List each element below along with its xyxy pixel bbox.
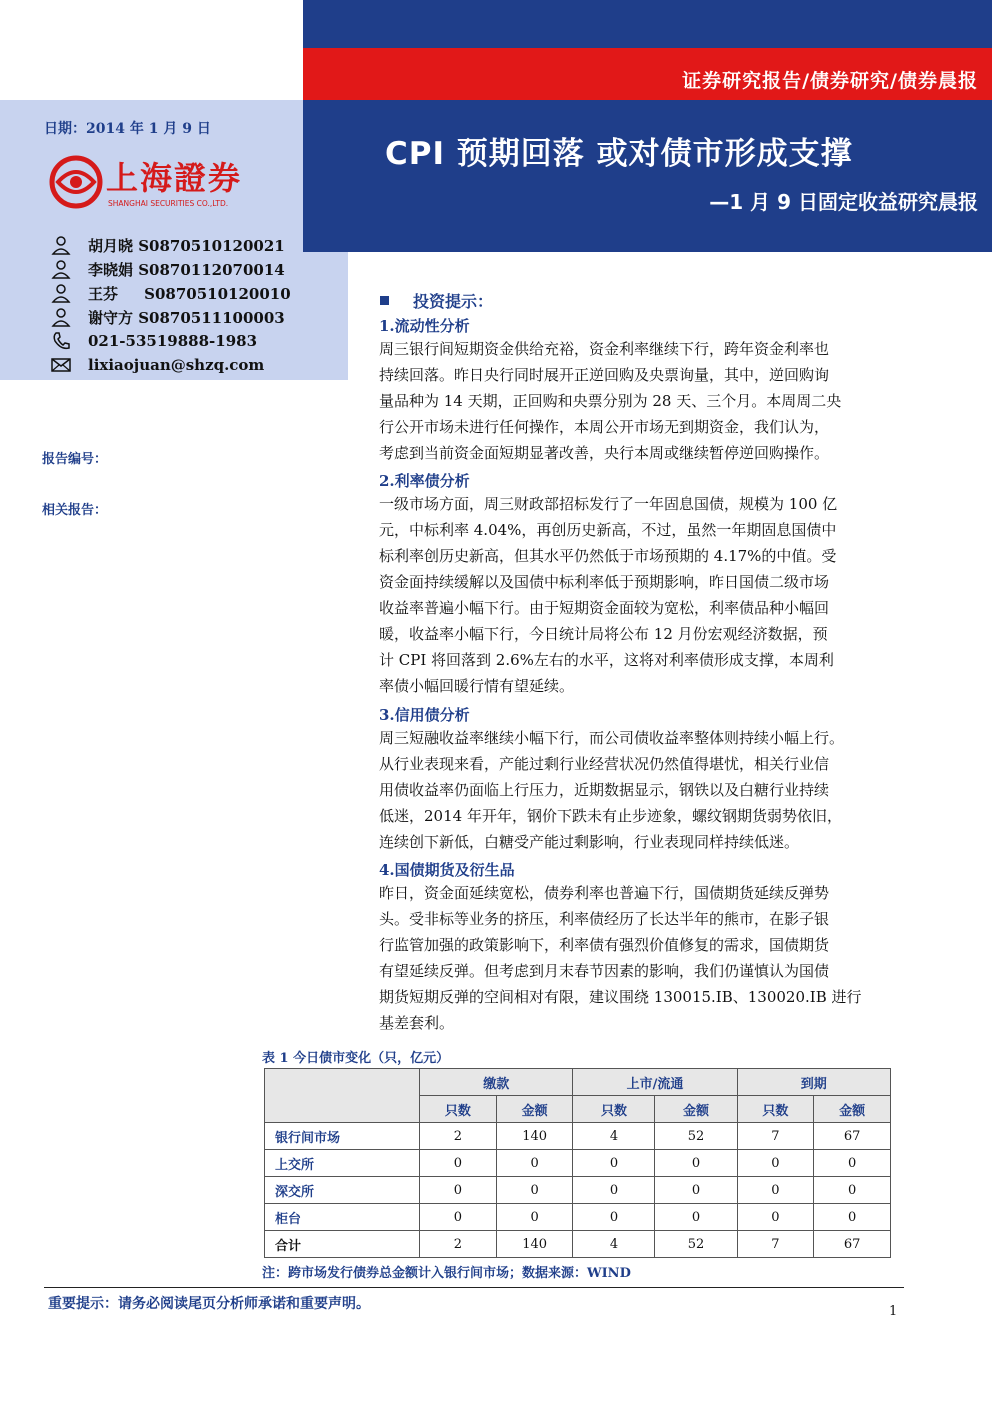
table-row-label: 深交所: [265, 1177, 420, 1204]
table-group-header-row: [265, 1069, 891, 1096]
text-line: 标利率创历史新高，但其水平仍然低于市场预期的 4.17%的中值。受: [379, 547, 837, 565]
text-line: 考虑到当前资金面短期显著改善，央行本周或继续暂停逆回购操作。: [379, 444, 830, 462]
page-number: 1: [889, 1304, 898, 1319]
table-cell: 140: [496, 1123, 573, 1150]
text-line: 低迷，2014 年开年，钢价下跌未有止步迹象，螺纹钢期货弱势依旧，: [379, 807, 842, 825]
table-total-row: [265, 1231, 891, 1258]
section-paragraph: [379, 491, 909, 699]
text-line: 基差套利。: [379, 1014, 455, 1032]
table-cell: 0: [573, 1204, 655, 1231]
table-cell: 0: [573, 1177, 655, 1204]
analyst-row: [50, 258, 285, 280]
related-reports-label: 相关报告：: [42, 503, 108, 518]
header-top-band: [303, 0, 992, 48]
text-line: 量品种为 14 天期，正回购和央票分别为 28 天、三个月。本周周二央: [379, 392, 842, 410]
table-row-label: 柜台: [265, 1204, 420, 1231]
text-line: 昨日，资金面延续宽松，债券利率也普遍下行，国债期货延续反弹势: [379, 884, 830, 902]
title-band: [303, 100, 992, 252]
tips-heading: [380, 289, 493, 312]
text-line: 暖，收益率小幅下行，今日统计局将公布 12 月份宏观经济数据，预: [379, 625, 828, 643]
table-row-label: 合计: [265, 1231, 420, 1258]
table-cell: 0: [496, 1204, 573, 1231]
table-cell: 67: [814, 1231, 891, 1258]
analyst-row: [50, 234, 285, 256]
person-icon: [50, 259, 72, 279]
table-cell: 0: [655, 1150, 737, 1177]
table-cell: 0: [420, 1177, 497, 1204]
report-number-label: 报告编号：: [42, 452, 108, 467]
table-row: [265, 1123, 891, 1150]
table-cell: 0: [420, 1204, 497, 1231]
table-cell: 4: [573, 1123, 655, 1150]
table-cell: 2: [420, 1231, 497, 1258]
contact-phone: 021-53519888-1983: [88, 332, 258, 350]
text-line: 一级市场方面，周三财政部招标发行了一年固息国债，规模为 100 亿: [379, 495, 838, 513]
section-heading: 1.流动性分析: [379, 317, 470, 335]
text-line: 行公开市场未进行任何操作，本周公开市场无到期资金，我们认为，: [379, 418, 830, 436]
table-subheader: 只数: [420, 1096, 497, 1123]
section-heading: 2.利率债分析: [379, 472, 470, 490]
table-cell: 67: [814, 1123, 891, 1150]
table-cell: 0: [420, 1150, 497, 1177]
table-row: [265, 1177, 891, 1204]
logo-english: SHANGHAI SECURITIES CO.,LTD.: [108, 199, 229, 208]
table-group-header: 缴款: [420, 1069, 573, 1096]
person-icon: [50, 283, 72, 303]
report-category: 证券研究报告/债券研究/债券晨报: [682, 70, 978, 92]
table-cell: 52: [655, 1231, 737, 1258]
table-subheader: 只数: [737, 1096, 814, 1123]
table-cell: 4: [573, 1231, 655, 1258]
table-group-header: 到期: [737, 1069, 891, 1096]
table-cell: 7: [737, 1231, 814, 1258]
report-date: 日期：2014 年 1 月 9 日: [44, 121, 211, 137]
tips-heading-text: 投资提示：: [413, 292, 494, 311]
table-subheader: 金额: [655, 1096, 737, 1123]
table-caption: 表 1 今日债市变化（只，亿元）: [262, 1051, 450, 1066]
bullet-square-icon: [380, 296, 389, 305]
logo-wordmark: 上海證券: [106, 159, 243, 197]
analyst-name: 胡月晓 S0870510120021: [88, 236, 285, 255]
text-line: 期货短期反弹的空间相对有限，建议围绕 130015.IB、130020.IB 进行: [379, 988, 862, 1006]
text-line: 元，中标利率 4.04%，再创历史新高，不过，虽然一年期固息国债中: [379, 521, 837, 539]
bond-market-table: [264, 1068, 891, 1258]
text-line: 有望延续反弹。但考虑到月末春节因素的影响，我们仍谨慎认为国债: [379, 962, 830, 980]
table-row: [265, 1204, 891, 1231]
table-subheader: 只数: [573, 1096, 655, 1123]
table-row: [265, 1150, 891, 1177]
table-corner-cell: [265, 1069, 420, 1123]
table-group-header: 上市/流通: [573, 1069, 737, 1096]
section-heading: 4.国债期货及衍生品: [379, 861, 515, 879]
text-line: 用债收益率仍面临上行压力，近期数据显示，钢铁以及白糖行业持续: [379, 781, 830, 799]
person-icon: [50, 307, 72, 327]
table-subheader: 金额: [814, 1096, 891, 1123]
text-line: 周三短融收益率继续小幅下行，而公司债收益率整体则持续小幅上行。: [379, 729, 845, 747]
table-cell: 0: [573, 1150, 655, 1177]
table-cell: 0: [737, 1177, 814, 1204]
table-cell: 0: [737, 1204, 814, 1231]
analyst-name: 王芬 S0870510120010: [88, 284, 291, 303]
section-paragraph: [379, 336, 909, 466]
company-logo: [48, 152, 280, 212]
table-cell: 0: [655, 1177, 737, 1204]
table-cell: 7: [737, 1123, 814, 1150]
text-line: 持续回落。昨日央行同时展开正逆回购及央票询量，其中，逆回购询: [379, 366, 830, 384]
table-cell: 0: [737, 1150, 814, 1177]
contact-email-row: [50, 354, 264, 376]
contact-phone-row: [50, 330, 257, 352]
report-subtitle: —1 月 9 日固定收益研究晨报: [709, 190, 978, 214]
table-row-label: 上交所: [265, 1150, 420, 1177]
table-cell: 0: [655, 1204, 737, 1231]
section-heading: 3.信用债分析: [379, 706, 470, 724]
text-line: 从行业表现来看，产能过剩行业经营状况仍然值得堪忧，相关行业信: [379, 755, 830, 773]
table-cell: 0: [496, 1150, 573, 1177]
section-paragraph: [379, 725, 909, 855]
analyst-row: [50, 282, 291, 304]
text-line: 行监管加强的政策影响下，利率债有强烈价值修复的需求，国债期货: [379, 936, 830, 954]
section-paragraph: [379, 880, 909, 1036]
mail-icon: [50, 355, 72, 375]
table-cell: 0: [496, 1177, 573, 1204]
analyst-name: 李晓娟 S0870112070014: [88, 260, 285, 279]
report-title: CPI 预期回落 或对债市形成支撑: [385, 136, 853, 172]
text-line: 收益率普遍小幅下行。由于短期资金面较为宽松，利率债品种小幅回: [379, 599, 830, 617]
table-note: 注：跨市场发行债券总金额计入银行间市场；数据来源：WIND: [262, 1266, 631, 1281]
table-cell: 0: [814, 1150, 891, 1177]
table-cell: 52: [655, 1123, 737, 1150]
table-row-label: 银行间市场: [265, 1123, 420, 1150]
table-cell: 0: [814, 1177, 891, 1204]
text-line: 计 CPI 将回落到 2.6%左右的水平，这将对利率债形成支撑，本周利: [379, 651, 834, 669]
analyst-name: 谢守方 S0870511100003: [88, 308, 285, 327]
text-line: 率债小幅回暖行情有望延续。: [379, 677, 575, 695]
text-line: 头。受非标等业务的挤压，利率债经历了长达半年的熊市，在影子银: [379, 910, 830, 928]
text-line: 连续创下新低，白糖受产能过剩影响，行业表现同样持续低迷。: [379, 833, 800, 851]
table-cell: 0: [814, 1204, 891, 1231]
contact-email[interactable]: lixiaojuan@shzq.com: [88, 356, 265, 374]
phone-icon: [50, 331, 72, 351]
analyst-row: [50, 306, 285, 328]
person-icon: [50, 235, 72, 255]
text-line: 资金面持续缓解以及国债中标利率低于预期影响，昨日国债二级市场: [379, 573, 830, 591]
footer-divider: [44, 1287, 904, 1288]
table-cell: 140: [496, 1231, 573, 1258]
footer-disclaimer: 重要提示：请务必阅读尾页分析师承诺和重要声明。: [48, 1296, 370, 1312]
text-line: 周三银行间短期资金供给充裕，资金利率继续下行，跨年资金利率也: [379, 340, 830, 358]
table-cell: 2: [420, 1123, 497, 1150]
table-subheader: 金额: [496, 1096, 573, 1123]
